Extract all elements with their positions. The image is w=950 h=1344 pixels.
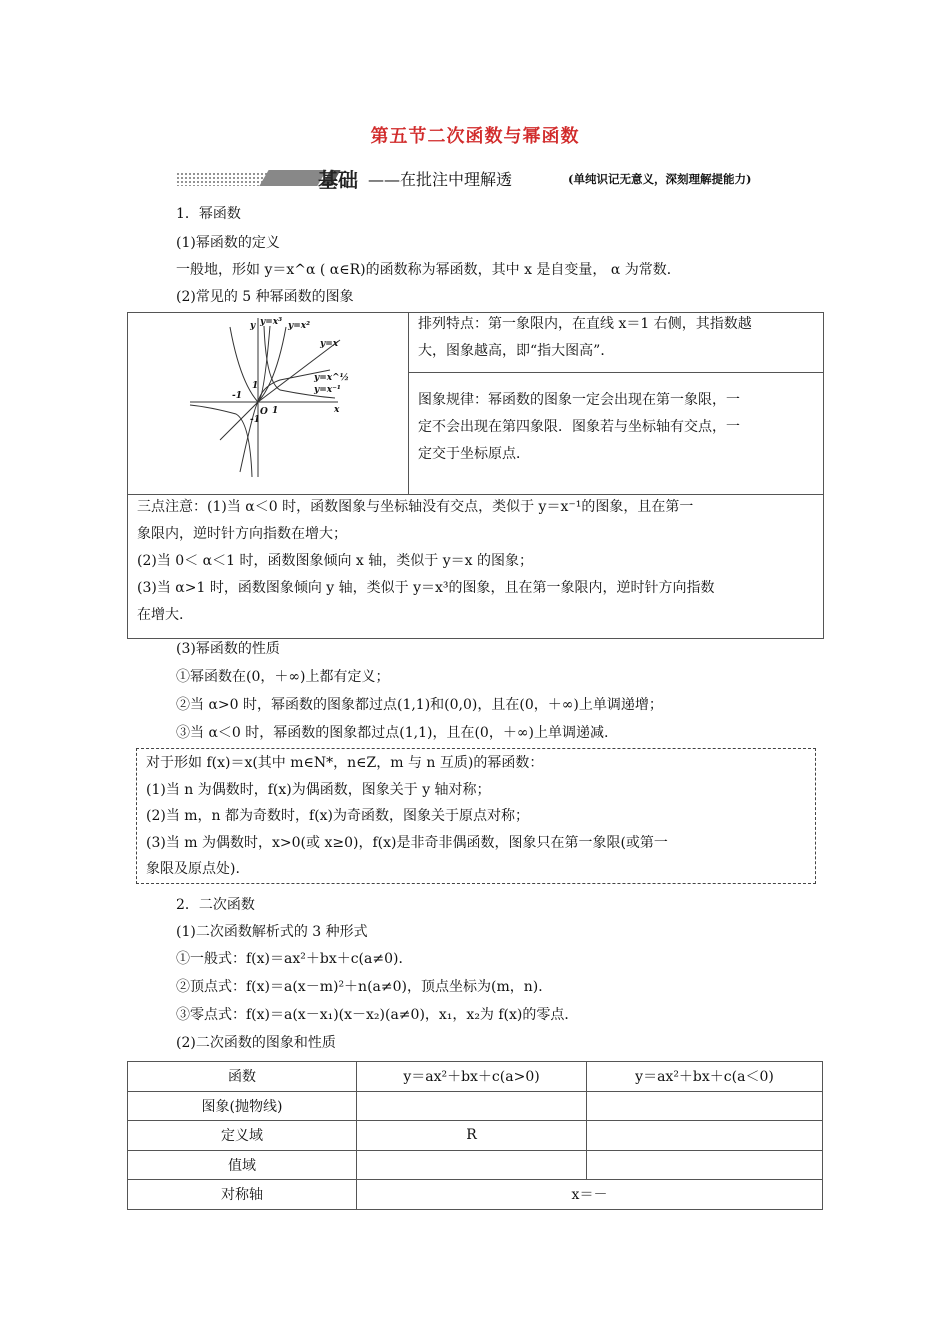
section-1-heading: 1．幂函数 [176,206,241,222]
graph-label: 1 [272,406,279,416]
banner-main-text: 基础 [318,168,358,192]
rule-arrangement [418,311,752,365]
dashed-note-line: (3)当 m 为偶数时，x>0(或 x≥0)，f(x)是非奇非偶函数，图象只在第一象限(或第一 [146,834,668,851]
note-line: 三点注意：(1)当 α＜0 时，函数图象与坐标轴没有交点，类似于 y＝x⁻¹的图象，且在第一 [137,499,694,515]
rule-line: 图象规律：幂函数的图象一定会出现在第一象限，一 [418,392,740,408]
table-cell [587,1150,823,1180]
box-divider [408,312,409,494]
form-item: ②顶点式：f(x)＝a(x－m)²＋n(a≠0)，顶点坐标为(m，n)． [176,979,553,995]
page-title: 第五节二次函数与幂函数 [370,126,580,147]
rule-line: 定不会出现在第四象限．图象若与坐标轴有交点，一 [418,419,740,435]
dashed-note-line: (2)当 m，n 都为奇数时，f(x)为奇函数，图象关于原点对称； [146,808,530,824]
table-cell: 图象(抛物线) [128,1091,357,1121]
definition-heading: (1)幂函数的定义 [176,235,280,251]
graph-label: O [260,407,268,417]
table-header-cell: y＝ax²＋bx＋c(a＜0) [587,1062,823,1092]
table-cell: 定义域 [128,1121,357,1151]
table-header-cell: 函数 [128,1062,357,1092]
banner-note-text: (单纯识记无意义，深刻理解提能力) [568,172,752,186]
table-row [128,1180,823,1210]
graph-label: -1 [250,415,260,425]
property-item: ②当 α>0 时，幂函数的图象都过点(1,1)和(0,0)，且在(0，＋∞)上单调递增； [176,697,663,713]
table-row [128,1062,823,1092]
table-cell: 对称轴 [128,1180,357,1210]
banner-dots-decoration [176,172,268,186]
form-item: ③零点式：f(x)＝a(x－x₁)(x－x₂)(a≠0)，x₁，x₂为 f(x)的零点． [176,1007,579,1023]
table-heading: (2)二次函数的图象和性质 [176,1035,336,1051]
power-function-graph [180,312,350,480]
property-item: ③当 α＜0 时，幂函数的图象都过点(1,1)，且在(0，＋∞)上单调递减. [176,725,609,741]
graph-label: y [250,321,256,331]
banner-bar-decoration [259,170,326,186]
three-notes [137,494,715,629]
graph-label: y=x⁻¹ [314,385,341,395]
rule-line: 排列特点：第一象限内，在直线 x＝1 右侧，其指数越 [418,316,752,332]
property-item: ①幂函数在(0，＋∞)上都有定义； [176,669,390,685]
dashed-note-content [146,750,668,883]
box-divider [408,372,823,373]
table-cell: R [357,1121,587,1151]
note-line: (3)当 α>1 时，函数图象倾向 y 轴，类似于 y＝x³的图象，且在第一象限内，逆时针方向指数 [137,580,715,596]
table-cell: 值域 [128,1150,357,1180]
graph-label: y=x³ [260,317,283,327]
note-line: 在增大. [137,607,184,623]
graph-heading: (2)常见的 5 种幂函数的图象 [176,289,354,305]
note-line: 象限内，逆时针方向指数在增大； [137,526,347,542]
banner-sub-text: ——在批注中理解透 [368,170,513,189]
graph-label: y=x^½ [314,373,350,383]
forms-heading: (1)二次函数解析式的 3 种形式 [176,924,368,940]
definition-text: 一般地，形如 y＝x^α ( α∈R)的函数称为幂函数，其中 x 是自变量， α 为常数． [176,262,681,278]
table-cell: x＝－ [357,1180,823,1210]
dashed-note-line: 对于形如 f(x)＝x(其中 m∈N*，n∈Z，m 与 n 互质)的幂函数： [146,755,544,771]
table-cell [587,1121,823,1151]
form-item: ①一般式：f(x)＝ax²＋bx＋c(a≠0)． [176,951,413,967]
table-cell [357,1150,587,1180]
note-line: (2)当 0＜ α＜1 时，函数图象倾向 x 轴，类似于 y＝x 的图象； [137,553,533,569]
rule-line: 大，图象越高，即“指大图高”． [418,343,615,359]
table-cell [587,1091,823,1121]
graph-label: 1 [252,381,259,391]
properties-heading: (3)幂函数的性质 [176,641,280,657]
section-banner [176,164,816,190]
table-row [128,1091,823,1121]
dashed-note-line: 象限及原点处). [146,861,240,877]
table-row [128,1150,823,1180]
graph-label: x [334,405,340,415]
quadratic-properties-table [127,1061,823,1210]
table-header-cell: y＝ax²＋bx＋c(a>0) [357,1062,587,1092]
graph-label: y=x² [288,321,311,331]
rule-line: 定交于坐标原点． [418,446,530,462]
table-row [128,1121,823,1151]
graph-label: -1 [232,391,242,401]
graph-label: y=x [320,339,339,349]
dashed-note-line: (1)当 n 为偶数时，f(x)为偶函数，图象关于 y 轴对称； [146,781,491,798]
table-cell [357,1091,587,1121]
section-2-heading: 2．二次函数 [176,897,255,913]
rule-pattern [418,387,740,468]
curve-y-x-minus1 [190,405,252,477]
